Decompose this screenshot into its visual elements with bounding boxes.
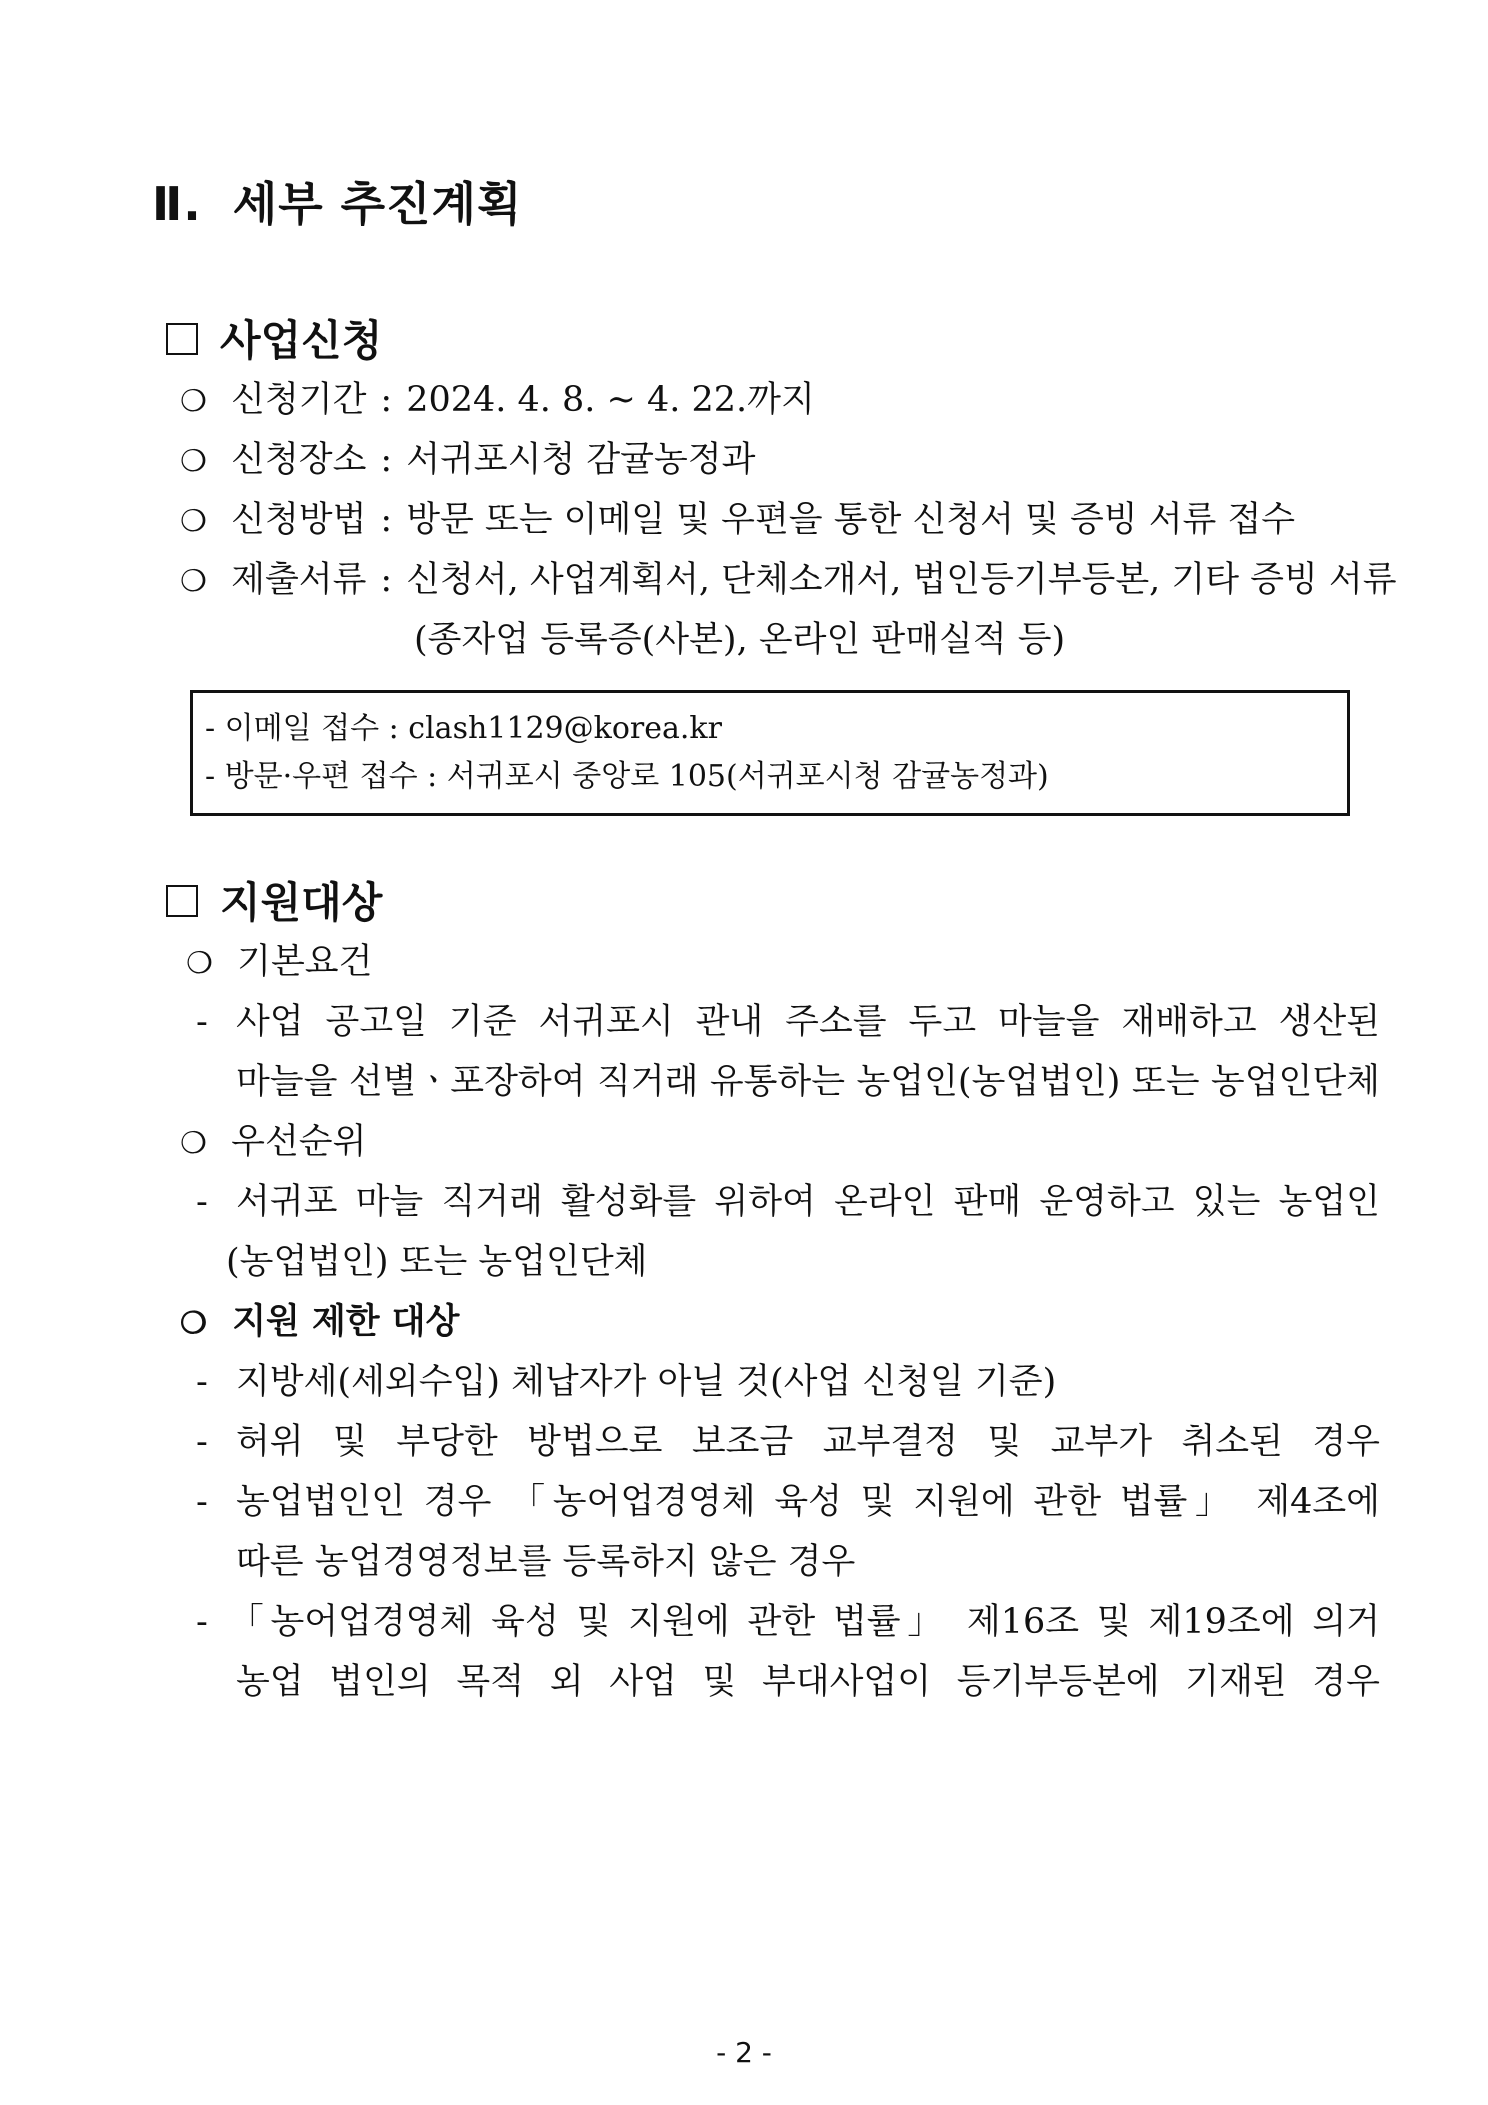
restriction-item1 — [196, 1360, 1056, 1404]
mail-note: - 방문·우편 접수 : 서귀포시 중앙로 105(서귀포시청 감귤농정과) — [205, 759, 1049, 794]
circle-bullet-icon: ❍ — [180, 444, 207, 479]
documents-label: 제출서류 — [231, 560, 367, 600]
colon: : — [380, 380, 393, 420]
priority-line2: (농업법인) 또는 농업인단체 — [226, 1242, 648, 1282]
dash-bullet: - — [196, 1002, 208, 1042]
documents-value-continued: (종자업 등록증(사본), 온라인 판매실적 등) — [414, 620, 1066, 660]
apply-place-label: 신청장소 — [231, 440, 367, 480]
circle-bullet-icon: ❍ — [186, 946, 213, 981]
priority-text: 우선순위 — [231, 1122, 367, 1162]
restriction-item3-line1 — [196, 1480, 1380, 1524]
basic-line1-text: 사업 공고일 기준 서귀포시 관내 주소를 두고 마늘을 재배하고 생산된 — [236, 1002, 1380, 1042]
basic-requirement-text: 기본요건 — [237, 942, 373, 982]
documents-value: 신청서, 사업계획서, 단체소개서, 법인등기부등본, 기타 증빙 서류 — [406, 560, 1397, 600]
restriction-item4-line2: 농업 법인의 목적 외 사업 및 부대사업이 등기부등본에 기재된 경우 — [236, 1662, 1380, 1702]
circle-bullet-icon: ❍ — [180, 384, 207, 419]
application-heading-text: 사업신청 — [220, 316, 383, 365]
restriction-item4-line1 — [196, 1600, 1380, 1644]
priority-title — [180, 1120, 366, 1166]
apply-place-value: 서귀포시청 감귤농정과 — [406, 440, 756, 480]
dash-bullet: - — [196, 1482, 208, 1522]
apply-period-value: 2024. 4. 8. ~ 4. 22.까지 — [406, 380, 815, 420]
restriction-item3-line2: 따른 농업경영정보를 등록하지 않은 경우 — [236, 1542, 856, 1582]
section-number: Ⅱ. — [152, 177, 202, 231]
submission-note-box — [190, 690, 1350, 816]
apply-method-value: 방문 또는 이메일 및 우편을 통한 신청서 및 증빙 서류 접수 — [406, 500, 1296, 540]
restriction-item3-text: 농업법인인 경우 「농어업경영체 육성 및 지원에 관한 법률」 제4조에 — [236, 1482, 1380, 1522]
colon: : — [380, 560, 393, 600]
circle-bullet-icon: ❍ — [180, 1126, 207, 1161]
circle-bullet-icon: ❍ — [180, 564, 207, 599]
priority-line1 — [196, 1180, 1380, 1224]
section-title-text: 세부 추진계획 — [232, 177, 523, 231]
page-number: - 2 - — [716, 2036, 772, 2069]
restriction-item4-text: 「농어업경영체 육성 및 지원에 관한 법률」 제16조 및 제19조에 의거 — [222, 1602, 1380, 1642]
basic-requirement-line2: 마늘을 선별ㆍ포장하여 직거래 유통하는 농업인(농업법인) 또는 농업인단체 — [236, 1062, 1380, 1102]
email-note: - 이메일 접수 : clash1129@korea.kr — [205, 711, 722, 746]
basic-requirement-title — [186, 940, 372, 986]
section-title — [152, 168, 522, 234]
restriction-item2-text: 허위 및 부당한 방법으로 보조금 교부결정 및 교부가 취소된 경우 — [236, 1422, 1380, 1462]
dash-bullet: - — [196, 1422, 208, 1462]
documents-item — [180, 558, 1397, 604]
circle-bullet-icon: ❍ — [180, 1306, 207, 1341]
support-heading-text: 지원대상 — [220, 878, 383, 927]
basic-requirement-line1 — [196, 1000, 1380, 1044]
application-heading — [166, 308, 382, 368]
apply-period-label: 신청기간 — [231, 380, 367, 420]
restriction-item2 — [196, 1420, 1380, 1464]
dash-bullet: - — [196, 1362, 208, 1402]
dash-bullet: - — [196, 1602, 208, 1642]
restriction-item1-text: 지방세(세외수입) 체납자가 아닐 것(사업 신청일 기준) — [236, 1362, 1057, 1402]
restriction-title — [180, 1300, 459, 1346]
priority-line1-text: 서귀포 마늘 직거래 활성화를 위하여 온라인 판매 운영하고 있는 농업인 — [236, 1182, 1380, 1222]
colon: : — [380, 500, 393, 540]
apply-period-item — [180, 378, 815, 424]
restriction-text: 지원 제한 대상 — [232, 1301, 460, 1342]
checkbox-square-icon — [166, 323, 198, 355]
apply-method-item — [180, 498, 1295, 544]
dash-bullet: - — [196, 1182, 208, 1222]
colon: : — [380, 440, 393, 480]
apply-place-item — [180, 438, 755, 484]
support-heading — [166, 870, 382, 930]
apply-method-label: 신청방법 — [231, 500, 367, 540]
checkbox-square-icon — [166, 885, 198, 917]
circle-bullet-icon: ❍ — [180, 504, 207, 539]
